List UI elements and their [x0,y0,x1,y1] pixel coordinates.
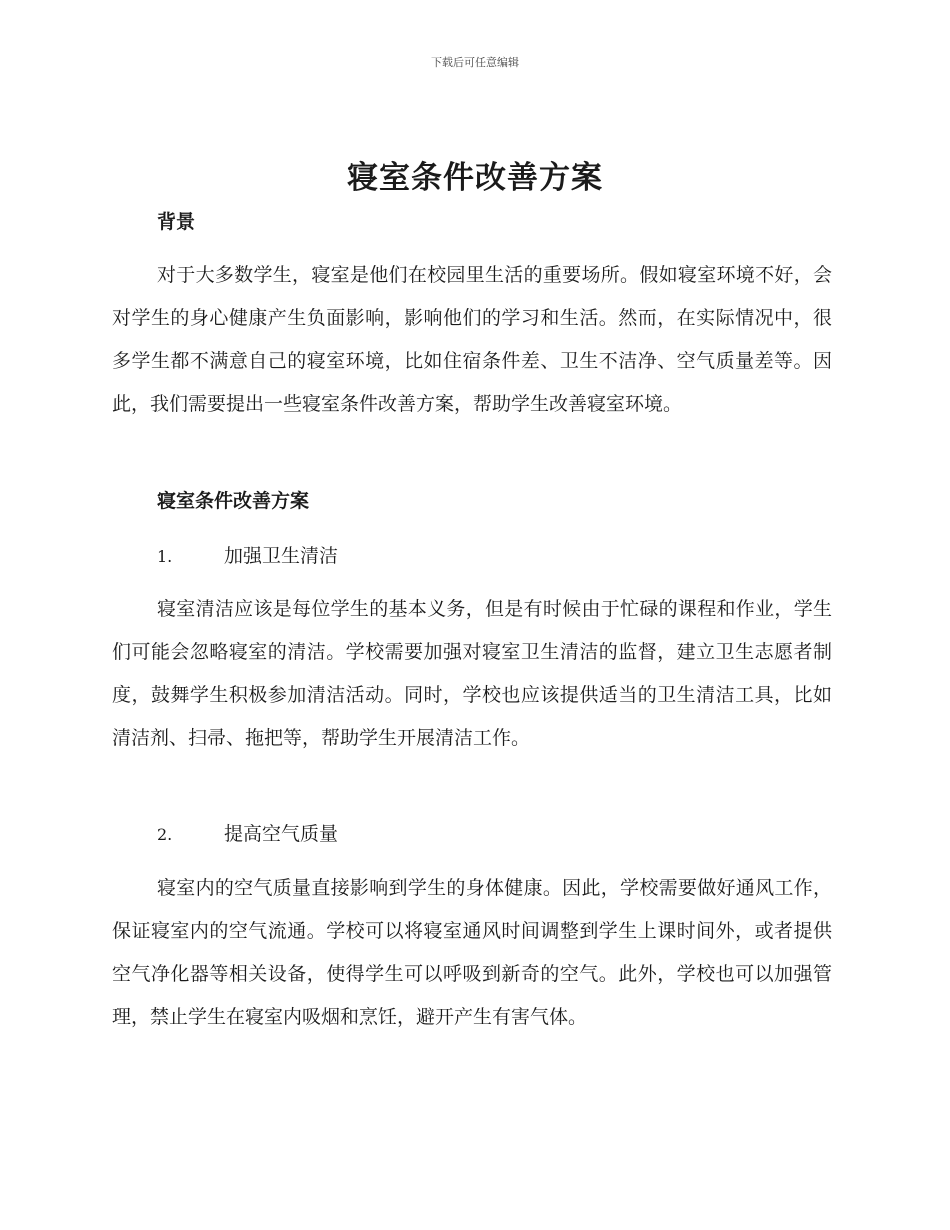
list-item-2 [157,819,338,846]
list-item-number: 1. [157,547,173,566]
section-heading-plan: 寝室条件改善方案 [157,490,310,512]
item-1-paragraph: 寝室清洁应该是每位学生的基本义务，但是有时候由于忙碌的课程和作业，学生们可能会忽略寝室的清洁。学校需要加强对寝室卫生清洁的监督，建立卫生志愿者制度，鼓舞学生积极参加清洁活动。同时，学校也应该提供适当的卫生清洁工具，比如清洁剂、扫帚、拖把等，帮助学生开展清洁工作。 [112,598,832,749]
list-item-1 [157,541,338,568]
list-item-label: 提高空气质量 [224,823,339,845]
page-header-note: 下载后可任意编辑 [431,56,519,69]
list-item-number: 2. [157,825,173,844]
document-title: 寝室条件改善方案 [347,160,603,196]
item-2-paragraph: 寝室内的空气质量直接影响到学生的身体健康。因此，学校需要做好通风工作，保证寝室内的空气流通。学校可以将寝室通风时间调整到学生上课时间外，或者提供空气净化器等相关设备，使得学生可以呼吸到新奇的空气。此外，学校也可以加强管理，禁止学生在寝室内吸烟和烹饪，避开产生有害气体。 [112,877,832,1028]
section-heading-background: 背景 [157,211,196,233]
background-paragraph: 对于大多数学生，寝室是他们在校园里生活的重要场所。假如寝室环境不好，会对学生的身心健康产生负面影响，影响他们的学习和生活。然而，在实际情况中，很多学生都不满意自己的寝室环境，比如住宿条件差、卫生不洁净、空气质量差等。因此，我们需要提出一些寝室条件改善方案，帮助学生改善寝室环境。 [112,264,832,415]
list-item-label: 加强卫生清洁 [224,545,339,567]
